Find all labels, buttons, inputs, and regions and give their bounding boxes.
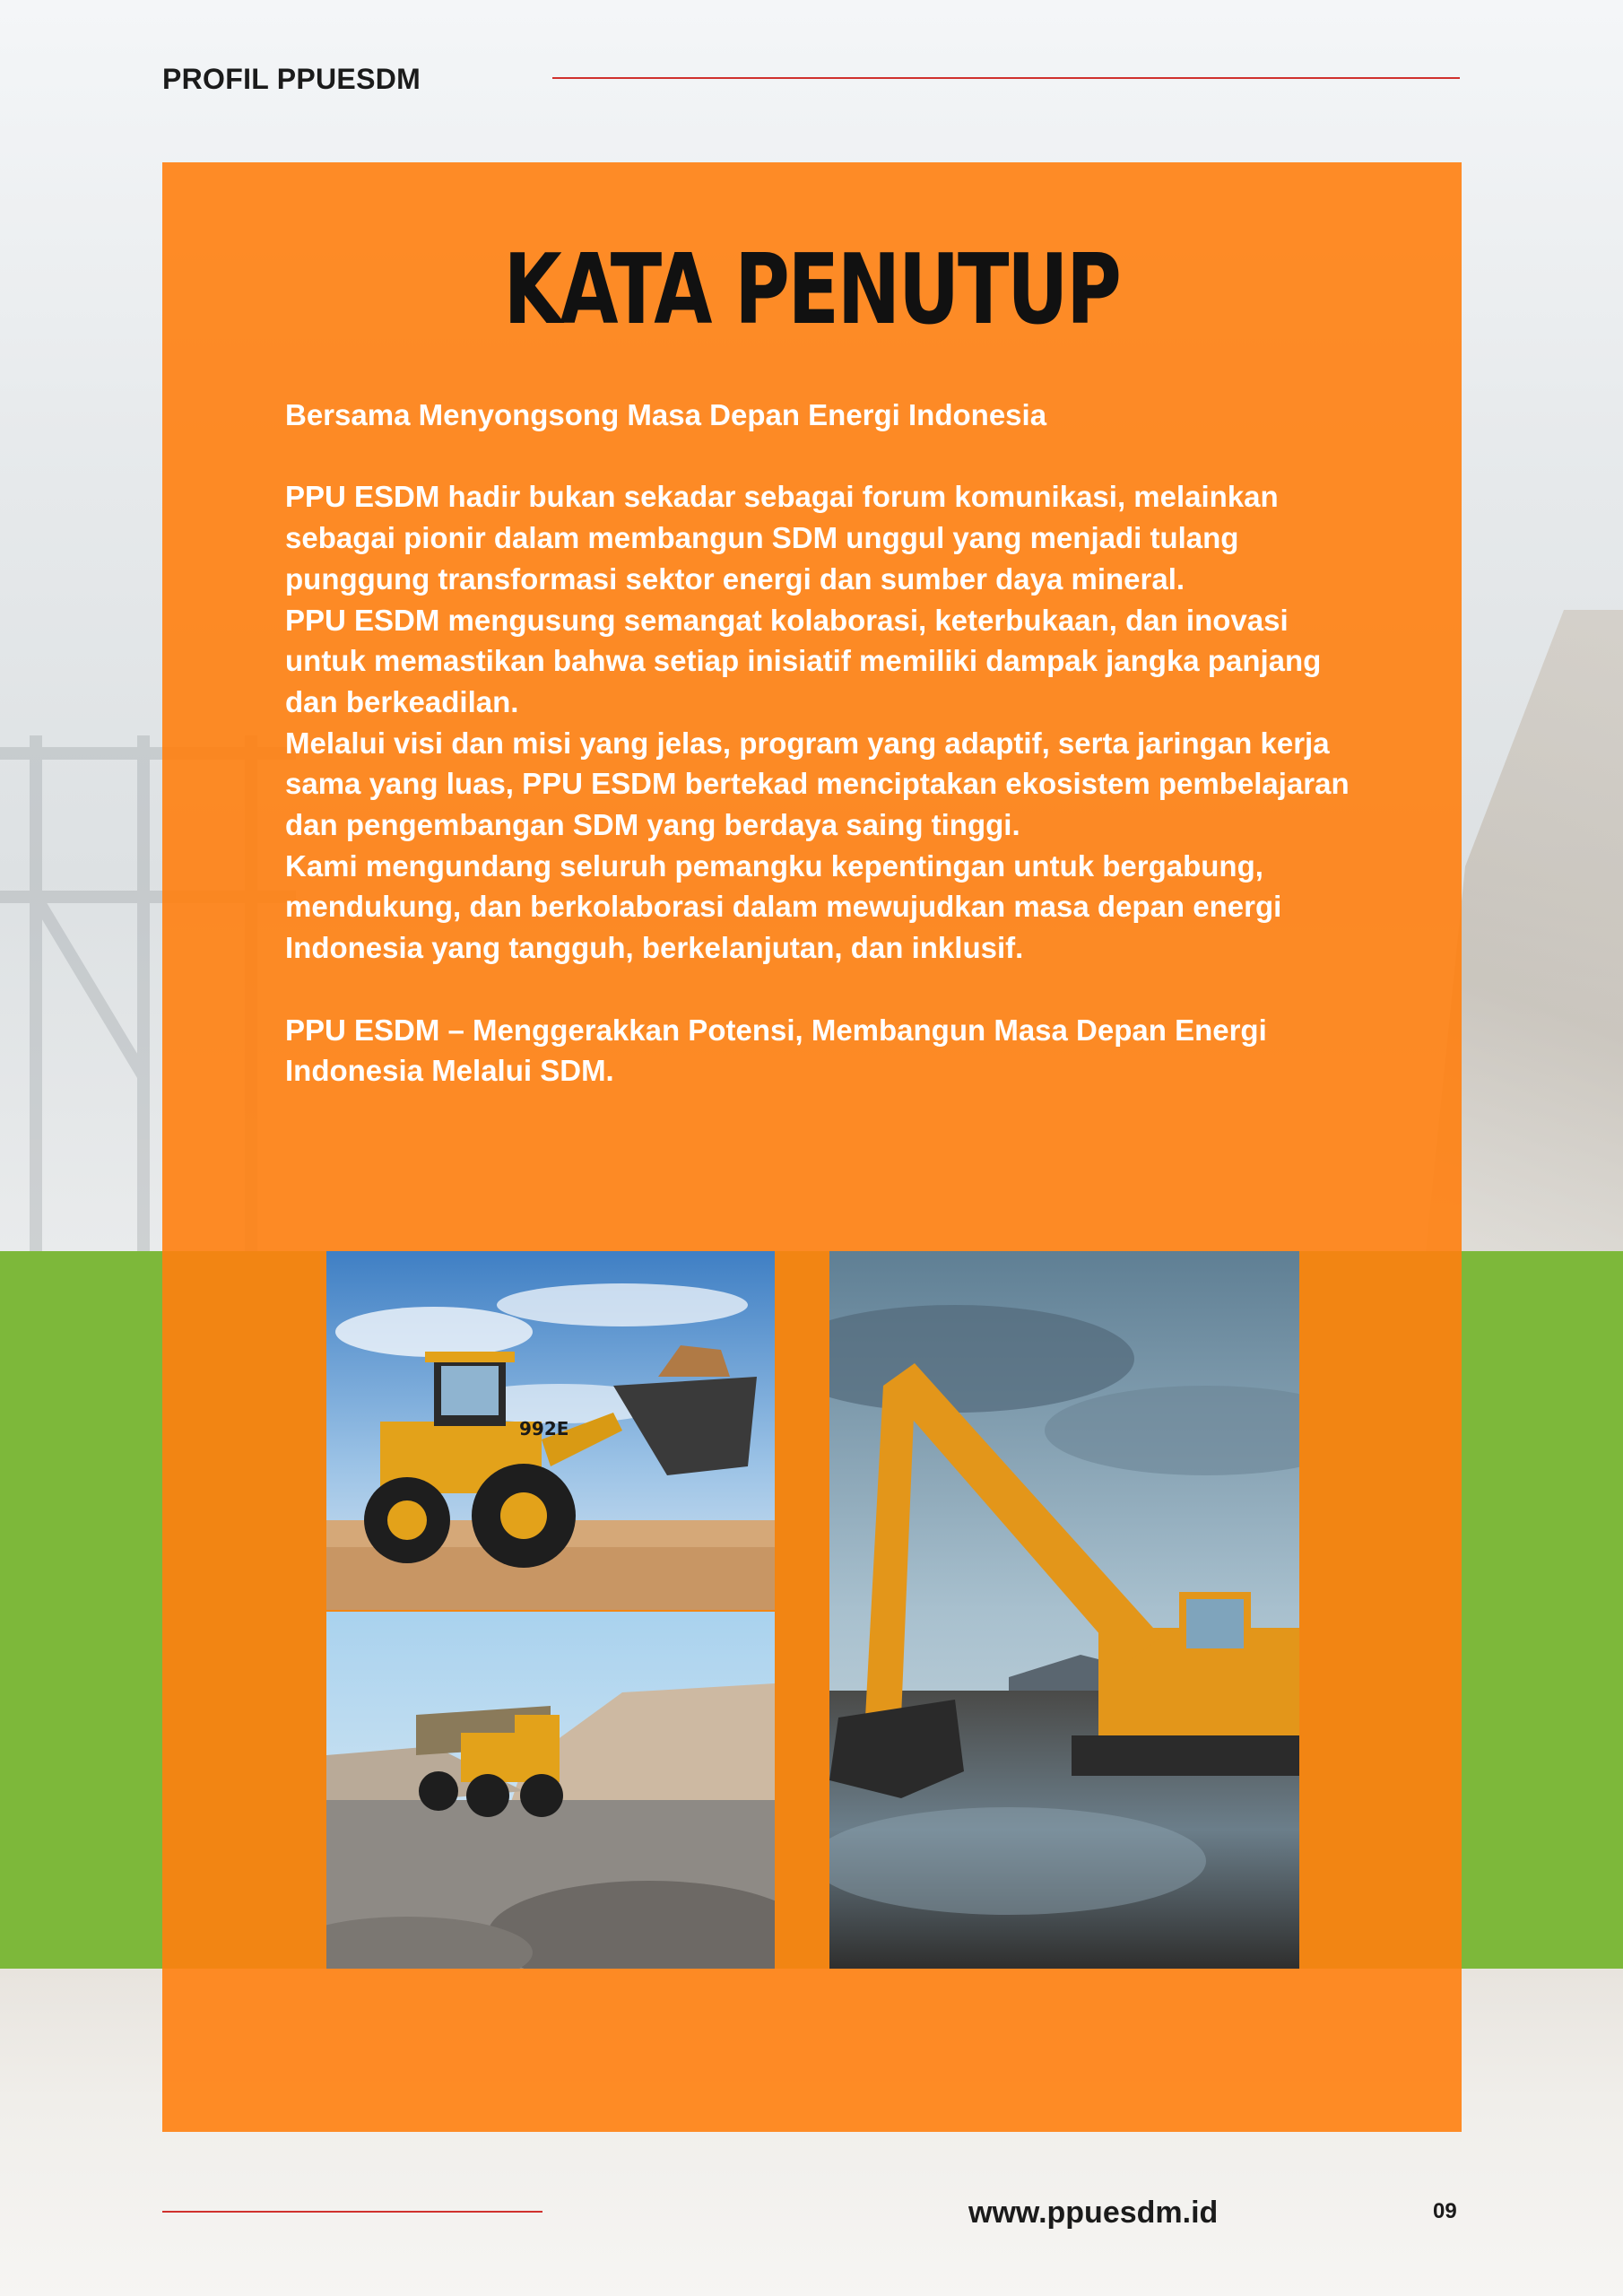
page-title: KATA PENUTUP — [503, 234, 1120, 346]
closing-statement: PPU ESDM – Menggerakkan Potensi, Membangun Masa Depan Energi Indonesia Melalui SDM. — [285, 1013, 1267, 1088]
paragraph-1: PPU ESDM hadir bukan sekadar sebagai forum komunikasi, melainkan sebagai pionir dalam membangun SDM unggul yang menjadi tulang punggung transformasi sektor energi dan sumber daya mineral. — [285, 480, 1279, 596]
wheel-loader-photo — [326, 1251, 775, 1610]
paragraph-2: PPU ESDM mengusung semangat kolaborasi, keterbukaan, dan inovasi untuk memastikan bahwa setiap inisiatif memiliki dampak jangka panjang dan berkeadilan. — [285, 603, 1322, 718]
subtitle: Bersama Menyongsong Masa Depan Energi Indonesia — [285, 398, 1047, 431]
paragraph-4: Kami mengundang seluruh pemangku kepentingan untuk bergabung, mendukung, dan berkolaborasi dalam mewujudkan masa depan energi Indonesia yang tangguh, berkelanjutan, dan inklusif. — [285, 848, 1282, 965]
haul-truck-photo — [326, 1612, 775, 1969]
header-title: PROFIL PPUESDM — [162, 63, 421, 95]
footer-website-link[interactable]: www.ppuesdm.id — [968, 2196, 1219, 2230]
paragraph-3: Melalui visi dan misi yang jelas, program yang adaptif, serta jaringan kerja sama yang luas, PPU ESDM bertekad menciptakan ekosistem pembelajaran dan pengembangan SDM yang berdaya saing tinggi. — [285, 726, 1350, 842]
loader-model-label: 992E — [519, 1418, 569, 1439]
body-text — [285, 395, 1352, 1091]
footer-divider — [162, 2211, 542, 2213]
page-number: 09 — [1433, 2199, 1457, 2223]
header-divider — [552, 77, 1460, 79]
excavator-photo — [829, 1251, 1299, 1969]
